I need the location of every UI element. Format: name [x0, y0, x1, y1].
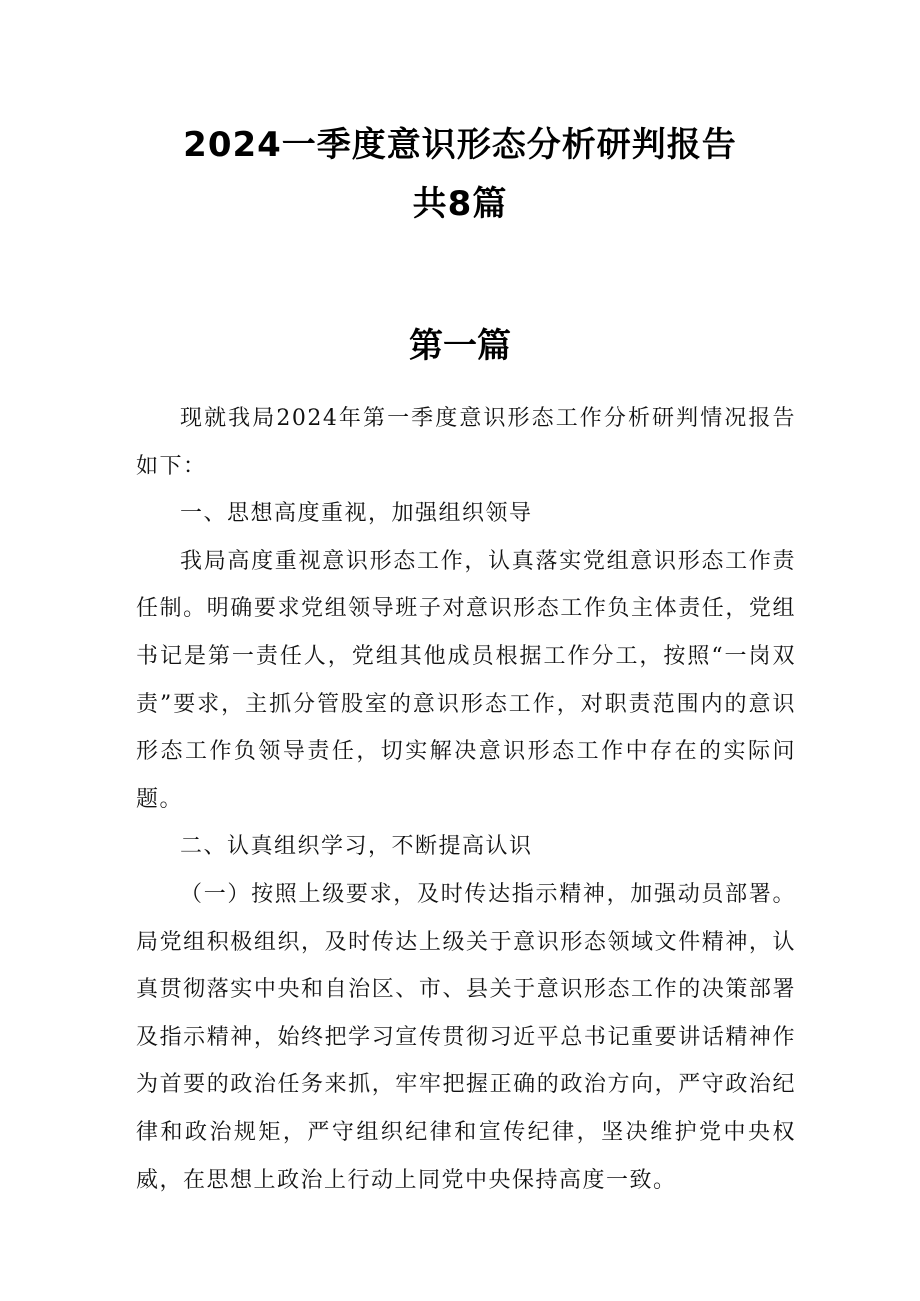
body-paragraph: 我局高度重视意识形态工作，认真落实党组意识形态工作责任制。明确要求党组领导班子对意识形态工作负主体责任，党组书记是第一责任人，党组其他成员根据工作分工，按照“一岗双责”要求，主抓分管股室的意识形态工作，对职责范围内的意识形态工作负领导责任，切实解决意识形态工作中存在的实际问题。 [136, 548, 796, 812]
heading-one: 一、思想高度重视，加强组织领导 [180, 501, 533, 527]
document-body [136, 395, 796, 1204]
document-title: 2024一季度意识形态分析研判报告 [183, 125, 737, 165]
section-title: 第一篇 [409, 326, 511, 366]
intro-paragraph: 现就我局2024年第一季度意识形态工作分析研判情况报告如下： [136, 406, 796, 479]
document-subtitle: 共8篇 [412, 184, 508, 224]
heading-two: 二、认真组织学习，不断提高认识 [180, 834, 533, 860]
body-paragraph: （一）按照上级要求，及时传达指示精神，加强动员部署。局党组积极组织，及时传达上级关于意识形态领域文件精神，认真贯彻落实中央和自治区、市、县关于意识形态工作的决策部署及指示精神，始终把学习宣传贯彻习近平总书记重要讲话精神作为首要的政治任务来抓，牢牢把握正确的政治方向，严守政治纪律和政治规矩，严守组织纪律和宣传纪律，坚决维护党中央权威，在思想上政治上行动上同党中央保持高度一致。 [136, 881, 796, 1193]
